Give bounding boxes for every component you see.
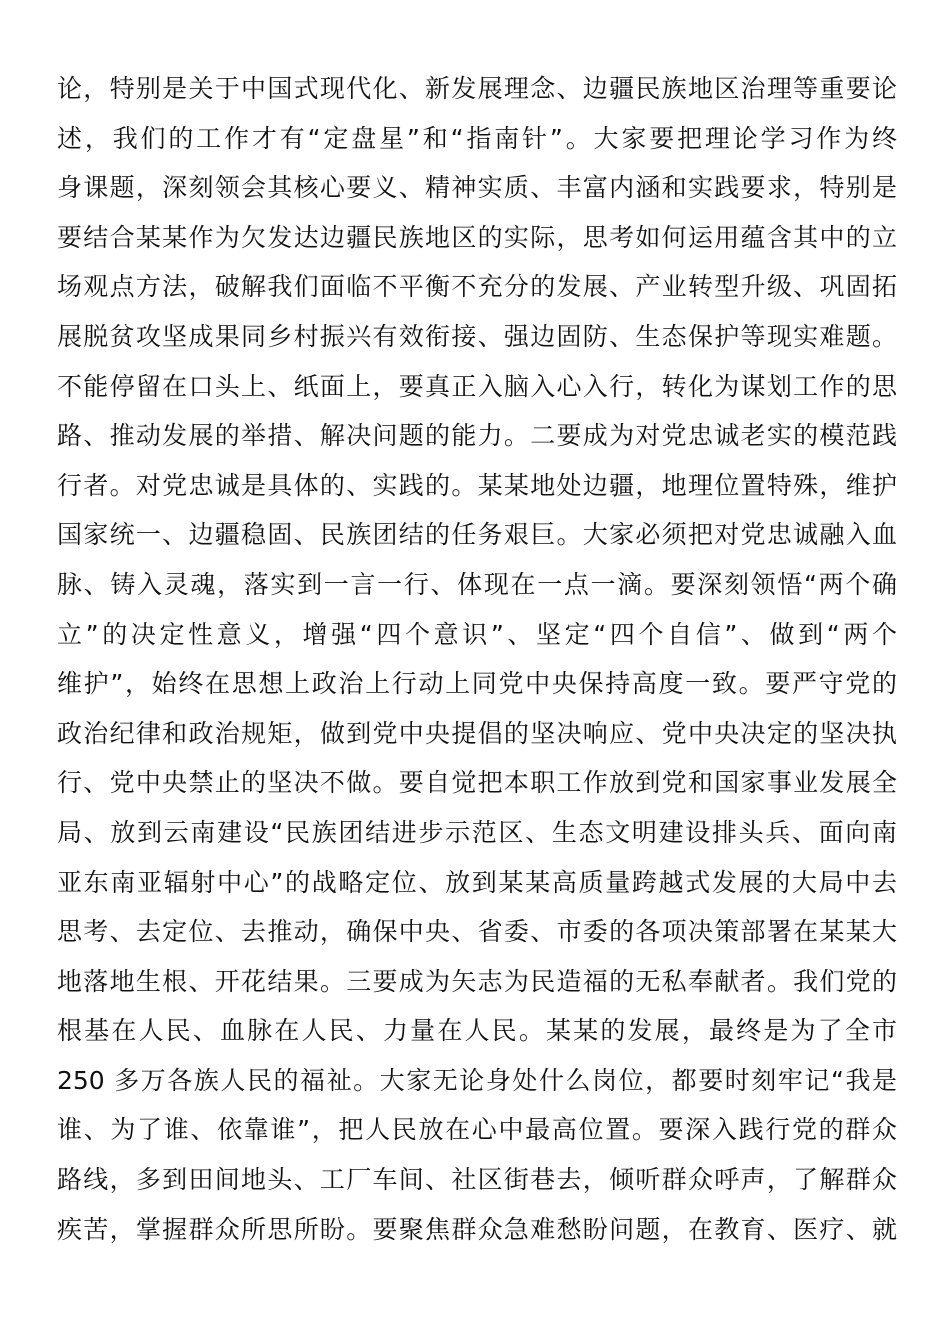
text-line: 根基在人民、血脉在人民、力量在人民。某某的发展，最终是为了全市 <box>57 1016 897 1046</box>
text-line: 述，我们的工作才有“定盘星”和“指南针”。大家要把理论学习作为终 <box>57 123 897 153</box>
text-line: 疾苦，掌握群众所思所盼。要聚焦群众急难愁盼问题，在教育、医疗、就 <box>57 1214 897 1244</box>
text-line: 国家统一、边疆稳固、民族团结的任务艰巨。大家必须把对党忠诚融入血 <box>57 520 897 550</box>
body-paragraph <box>57 64 897 1254</box>
text-line: 展脱贫攻坚成果同乡村振兴有效衔接、强边固防、生态保护等现实难题。 <box>57 321 897 351</box>
text-line: 身课题，深刻领会其核心要义、精神实质、丰富内涵和实践要求，特别是 <box>57 173 897 203</box>
text-line: 要结合某某作为欠发达边疆民族地区的实际，思考如何运用蕴含其中的立 <box>57 222 897 252</box>
text-line: 地落地生根、开花结果。三要成为矢志为民造福的无私奉献者。我们党的 <box>57 966 897 996</box>
text-line: 局、放到云南建设“民族团结进步示范区、生态文明建设排头兵、面向南 <box>57 817 897 847</box>
text-line: 场观点方法，破解我们面临不平衡不充分的发展、产业转型升级、巩固拓 <box>57 272 897 302</box>
text-line: 不能停留在口头上、纸面上，要真正入脑入心入行，转化为谋划工作的思 <box>57 371 897 401</box>
text-line: 思考、去定位、去推动，确保中央、省委、市委的各项决策部署在某某大 <box>57 917 897 947</box>
text-line: 250 多万各族人民的福祉。大家无论身处什么岗位，都要时刻牢记“我是 <box>57 1065 897 1095</box>
text-line: 立”的决定性意义，增强“四个意识”、坚定“四个自信”、做到“两个 <box>57 619 897 649</box>
text-line: 脉、铸入灵魂，落实到一言一行、体现在一点一滴。要深刻领悟“两个确 <box>57 569 897 599</box>
text-line: 政治纪律和政治规矩，做到党中央提倡的坚决响应、党中央决定的坚决执 <box>57 718 897 748</box>
text-line: 路、推动发展的举措、解决问题的能力。二要成为对党忠诚老实的模范践 <box>57 421 897 451</box>
text-line: 论，特别是关于中国式现代化、新发展理念、边疆民族地区治理等重要论 <box>57 74 897 103</box>
text-line: 行、党中央禁止的坚决不做。要自觉把本职工作放到党和国家事业发展全 <box>57 768 897 798</box>
text-line: 谁、为了谁、依靠谁”，把人民放在心中最高位置。要深入践行党的群众 <box>57 1115 897 1145</box>
text-line: 路线，多到田间地头、工厂车间、社区街巷去，倾听群众呼声，了解群众 <box>57 1165 897 1195</box>
text-line: 维护”，始终在思想上政治上行动上同党中央保持高度一致。要严守党的 <box>57 669 897 699</box>
text-line: 行者。对党忠诚是具体的、实践的。某某地处边疆，地理位置特殊，维护 <box>57 470 897 500</box>
text-line: 亚东南亚辐射中心”的战略定位、放到某某高质量跨越式发展的大局中去 <box>57 867 897 897</box>
